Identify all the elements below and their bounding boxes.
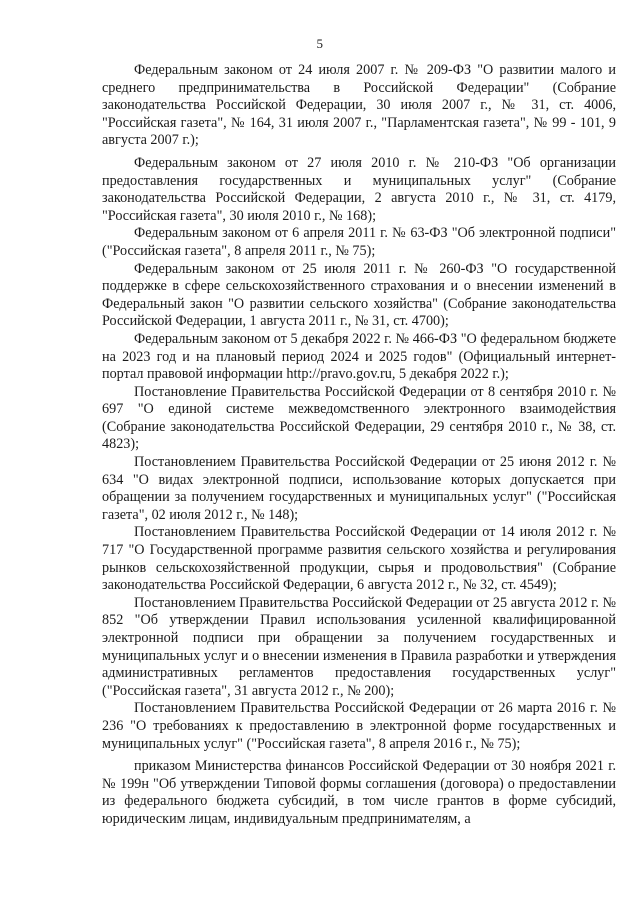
list-item: Федеральным законом от 5 декабря 2022 г. № 466-ФЗ "О федеральном бюджете на 2023 год и на плановый период 2024 и 2025 годов" (Официальный интернет-портал правовой информации http://pravo.gov.ru, 5 декабря 2022 г.); xyxy=(102,330,616,383)
page-number: 5 xyxy=(316,36,324,51)
list-item: приказом Министерства финансов Российской Федерации от 30 ноября 2021 г. № 199н "Об утверждении Типовой формы соглашения (договора) о предоставлении из федерального бюджета субсидий, в том числе грантов в форме субсидий, юридическим лицам, индивидуальным предпринимателям, а xyxy=(102,758,616,827)
list-item: Федеральным законом от 25 июля 2011 г. № 260-ФЗ "О государственной поддержке в сфере сельскохозяйственного страхования и о внесении изменений в Федеральный закон "О развитии сельского хозяйства" (Собрание законодательства Российской Федерации, 1 августа 2011 г., № 31, ст. 4700); xyxy=(102,260,616,330)
list-item: Постановлением Правительства Российской Федерации от 25 июня 2012 г. № 634 "О видах электронной подписи, использование которых допускается при обращении за получением государственных и муниципальных услуг" ("Российская газета", 02 июля 2012 г., № 148); xyxy=(102,454,616,523)
list-item: Постановлением Правительства Российской Федерации от 26 марта 2016 г. № 236 "О требованиях к предоставлению в электронной форме государственных и муниципальных услуг" ("Российская газета", 8 апреля 2016 г., № 75); xyxy=(102,700,616,752)
list-item: Постановлением Правительства Российской Федерации от 14 июля 2012 г. № 717 "О Государственной программе развития сельского хозяйства и регулирования рынков сельскохозяйственной продукции, сырья и продовольствия" (Собрание законодательства Российской Федерации, 6 августа 2012 г., № 32, ст. 4549); xyxy=(102,524,616,594)
list-item: Федеральным законом от 6 апреля 2011 г. № 63-ФЗ "Об электронной подписи" ("Российская газета", 8 апреля 2011 г., № 75); xyxy=(102,225,616,259)
list-item: Федеральным законом от 24 июля 2007 г. № 209-ФЗ "О развитии малого и среднего предпринимательства в Российской Федерации" (Собрание законодательства Российской Федерации, 30 июля 2007 г., № 31, ст. 4006, "Российская газета", № 164, 31 июля 2007 г., "Парламентская газета", № 99 - 101, 9 августа 2007 г.); xyxy=(102,62,616,149)
legal-basis-list xyxy=(102,62,616,829)
list-item: Постановлением Правительства Российской Федерации от 25 августа 2012 г. № 852 "Об утверждении Правил использования усиленной квалифицированной электронной подписи при обращении за получением государственных и муниципальных услуг и о внесении изменения в Правила разработки и утверждения административных регламентов предоставления государственных услуг" ("Российская газета", 31 августа 2012 г., № 200); xyxy=(102,594,616,699)
list-item: Федеральным законом от 27 июля 2010 г. № 210-ФЗ "Об организации предоставления государственных и муниципальных услуг" (Собрание законодательства Российской Федерации, 2 августа 2010 г., № 31, ст. 4179, "Российская газета", 30 июля 2010 г., № 168); xyxy=(102,154,616,224)
list-item: Постановление Правительства Российской Федерации от 8 сентября 2010 г. № 697 "О единой системе межведомственного электронного взаимодействия (Собрание законодательства Российской Федерации, 29 сентября 2010 г., № 38, ст. 4823); xyxy=(102,383,616,453)
